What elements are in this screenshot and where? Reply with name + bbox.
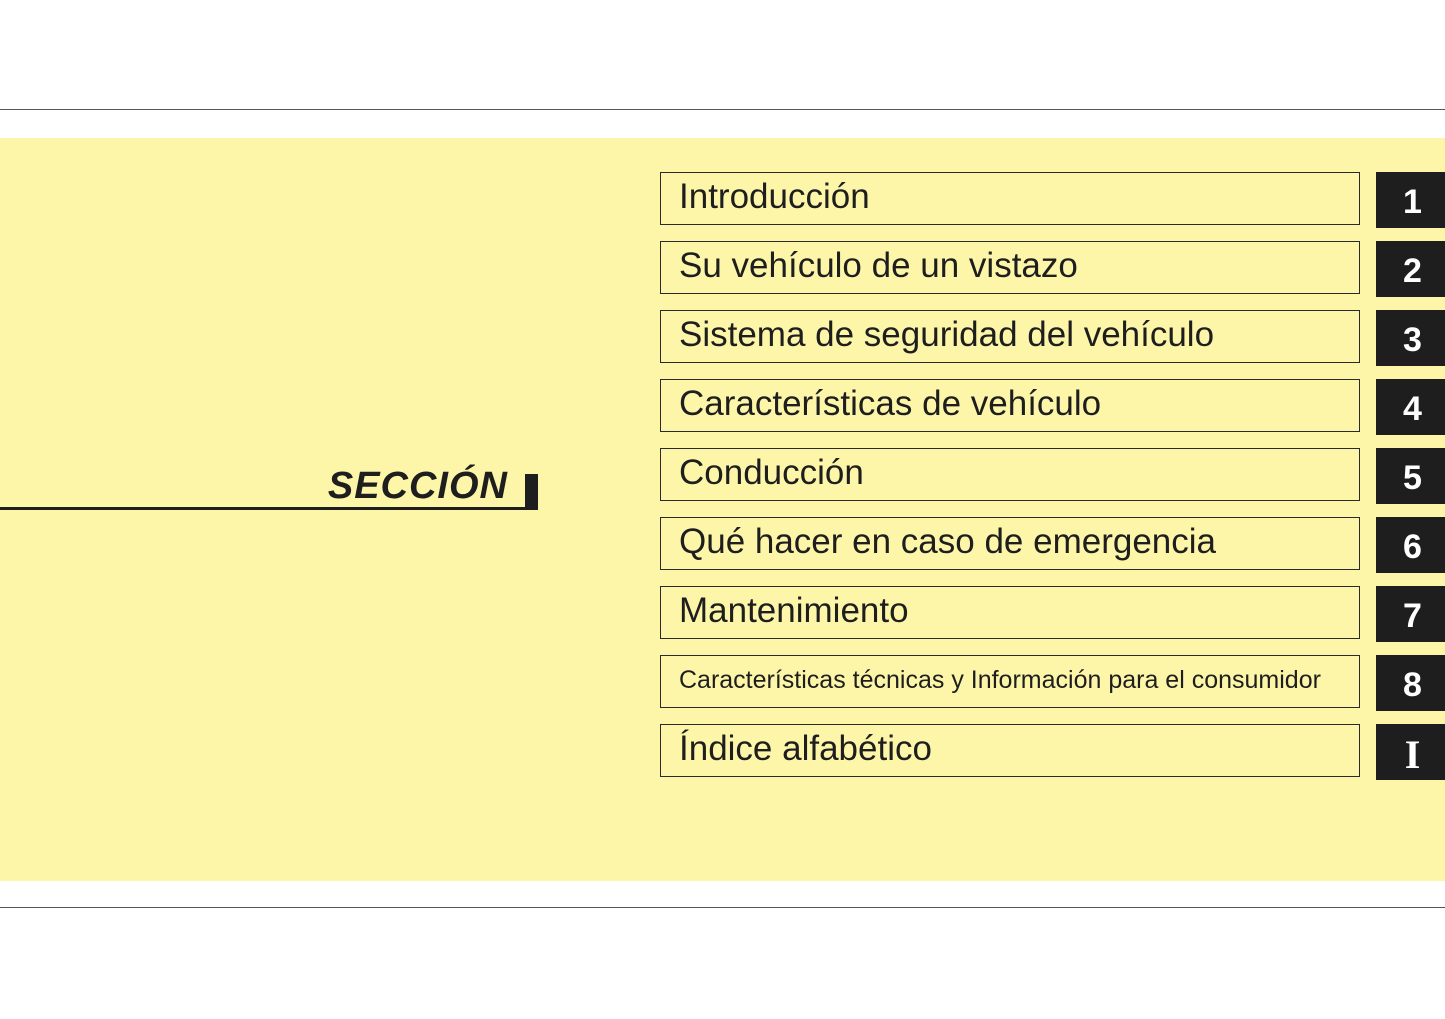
toc-item-indice[interactable]	[660, 724, 1445, 780]
section-tab-4[interactable]: 4	[1376, 379, 1445, 435]
toc-item-box[interactable]	[660, 655, 1360, 708]
section-tab-6[interactable]: 6	[1376, 517, 1445, 573]
toc-item-label: Conducción	[679, 452, 864, 492]
toc-item-box[interactable]	[660, 517, 1360, 570]
toc-item-emergencia[interactable]	[660, 517, 1445, 573]
toc-item-box[interactable]	[660, 586, 1360, 639]
toc-item-label: Qué hacer en caso de emergencia	[679, 521, 1216, 561]
toc-item-conduccion[interactable]	[660, 448, 1445, 504]
toc-item-label: Características técnicas y Información para el consumidor	[679, 665, 1321, 694]
toc-item-box[interactable]	[660, 724, 1360, 777]
toc-item-label: Características de vehículo	[679, 383, 1102, 423]
section-tab-5[interactable]: 5	[1376, 448, 1445, 504]
section-tab-index[interactable]: I	[1376, 724, 1445, 780]
toc-item-caracteristicas[interactable]	[660, 379, 1445, 435]
section-tab-2[interactable]: 2	[1376, 241, 1445, 297]
toc-item-seguridad[interactable]	[660, 310, 1445, 366]
toc-item-label: Su vehículo de un vistazo	[679, 245, 1078, 285]
toc-item-introduccion[interactable]	[660, 172, 1445, 228]
section-tab-3[interactable]: 3	[1376, 310, 1445, 366]
toc-item-box[interactable]	[660, 241, 1360, 294]
toc-item-box[interactable]	[660, 379, 1360, 432]
toc-item-label: Mantenimiento	[679, 590, 909, 630]
toc-item-label: Sistema de seguridad del vehículo	[679, 314, 1215, 354]
toc-item-label: Índice alfabético	[679, 728, 932, 768]
toc-item-box[interactable]	[660, 172, 1360, 225]
section-tab-1[interactable]: 1	[1376, 172, 1445, 228]
toc-item-box[interactable]	[660, 448, 1360, 501]
toc-item-vistazo[interactable]	[660, 241, 1445, 297]
section-marker	[525, 474, 538, 510]
section-tab-8[interactable]: 8	[1376, 655, 1445, 711]
toc-item-mantenimiento[interactable]	[660, 586, 1445, 642]
toc-item-box[interactable]	[660, 310, 1360, 363]
section-title: SECCIÓN	[327, 465, 508, 507]
section-underline	[0, 507, 538, 510]
top-rule	[0, 109, 1445, 110]
section-heading	[0, 462, 538, 510]
toc-item-tecnicas[interactable]	[660, 655, 1445, 711]
section-tab-7[interactable]: 7	[1376, 586, 1445, 642]
bottom-rule	[0, 907, 1445, 908]
toc-item-label: Introducción	[679, 176, 870, 216]
